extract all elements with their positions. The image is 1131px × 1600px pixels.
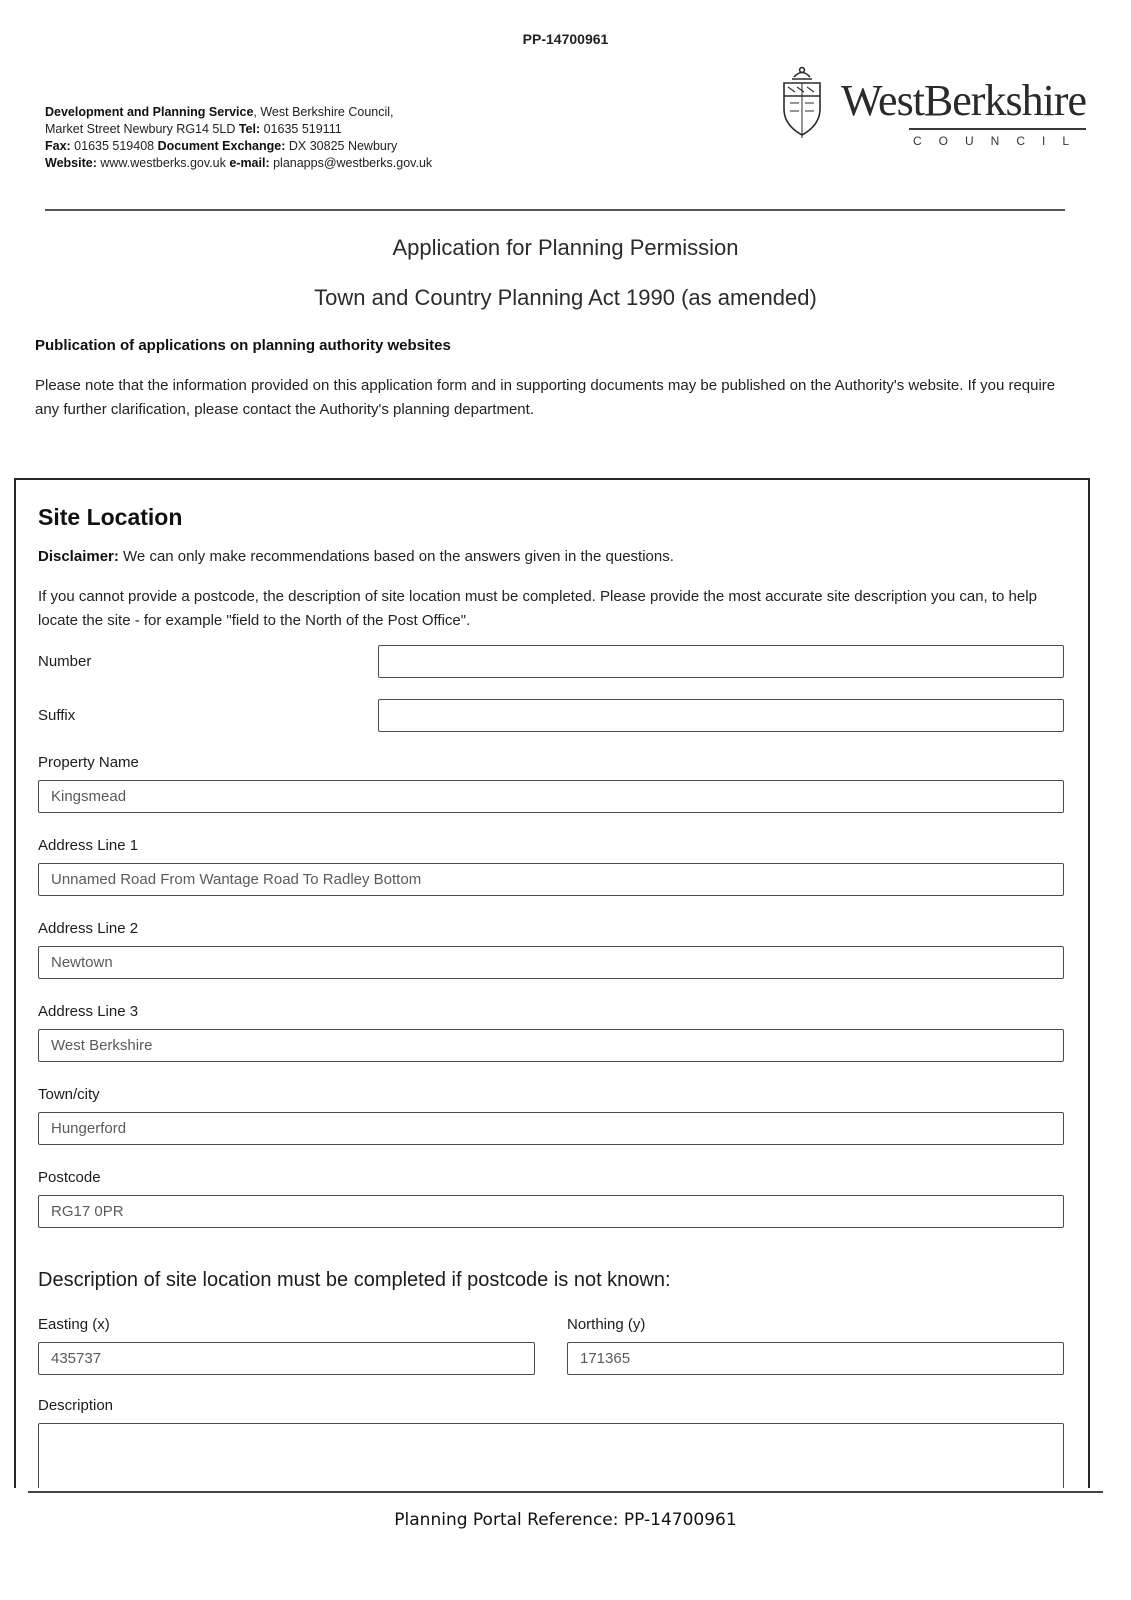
disclaimer-text: Disclaimer: We can only make recommendations based on the answers given in the questions.: [38, 548, 674, 565]
description-label: Description: [38, 1397, 114, 1414]
footer-divider: [28, 1491, 1103, 1493]
description-requirement-heading: Description of site location must be completed if postcode is not known:: [38, 1269, 671, 1291]
postcode-label: Postcode: [38, 1169, 101, 1186]
suffix-input[interactable]: [378, 699, 1064, 732]
act-subtitle: Town and Country Planning Act 1990 (as amended): [314, 285, 817, 310]
coordinates-row: [38, 1316, 1064, 1375]
header-divider: [45, 209, 1065, 211]
address-line-2-input[interactable]: [38, 946, 1064, 979]
logo-text: [841, 65, 1086, 148]
form-reference-number: PP-14700961: [522, 31, 609, 47]
northing-label: Northing (y): [567, 1316, 646, 1333]
contact-line-4: Website: www.westberks.gov.uk e-mail: planapps@westberks.gov.uk: [45, 156, 433, 170]
description-textarea[interactable]: [38, 1423, 1064, 1488]
address-line-2-field: [38, 920, 1064, 979]
easting-label: Easting (x): [38, 1316, 110, 1333]
postcode-field: [38, 1169, 1064, 1228]
authority-contact-details: [45, 65, 432, 172]
address-line-1-label: Address Line 1: [38, 837, 139, 854]
description-field: [38, 1397, 1064, 1488]
address-line-3-field: [38, 1003, 1064, 1062]
town-city-label: Town/city: [38, 1086, 100, 1103]
logo-wordmark: WestBerkshire: [841, 76, 1086, 125]
property-name-input[interactable]: [38, 780, 1064, 813]
postcode-instructions: If you cannot provide a postcode, the description of site location must be completed. Please provide the most accurate site description you can, to help locate the site - for example "field to the North of the Post Office".: [38, 588, 1037, 629]
section-title: Site Location: [38, 504, 183, 530]
address-line-3-label: Address Line 3: [38, 1003, 139, 1020]
town-city-field: [38, 1086, 1064, 1145]
publication-note: Please note that the information provided on this application form and in supporting documents may be published on the Authority's website. If you require any further clarification, please contact the Authority's planning department.: [35, 377, 1056, 418]
town-city-input[interactable]: [38, 1112, 1064, 1145]
suffix-field-row: [38, 699, 1064, 732]
publication-heading: Publication of applications on planning authority websites: [35, 337, 451, 354]
address-line-3-input[interactable]: [38, 1029, 1064, 1062]
footer-reference: Planning Portal Reference: PP-14700961: [394, 1510, 737, 1530]
contact-line-3: Fax: 01635 519408 Document Exchange: DX 30825 Newbury: [45, 139, 398, 153]
postcode-input[interactable]: [38, 1195, 1064, 1228]
contact-line-1: Development and Planning Service, West Berkshire Council,: [45, 105, 394, 119]
number-label: Number: [38, 653, 92, 670]
easting-field: [38, 1316, 535, 1375]
logo-council-text: COUNCIL: [909, 128, 1086, 148]
number-input[interactable]: [378, 645, 1064, 678]
property-name-field: [38, 754, 1064, 813]
address-line-1-input[interactable]: [38, 863, 1064, 896]
suffix-label: Suffix: [38, 707, 76, 724]
northing-input[interactable]: [567, 1342, 1064, 1375]
northing-field: [567, 1316, 1064, 1375]
site-location-section: [14, 478, 1090, 1488]
contact-line-2: Market Street Newbury RG14 5LD Tel: 01635 519111: [45, 122, 342, 136]
council-crest-icon: [775, 65, 829, 141]
page-header: [45, 65, 1086, 172]
address-line-1-field: [38, 837, 1064, 896]
application-title: Application for Planning Permission: [392, 235, 739, 260]
property-name-label: Property Name: [38, 754, 139, 771]
easting-input[interactable]: [38, 1342, 535, 1375]
number-field-row: [38, 645, 1064, 678]
west-berkshire-logo: [775, 65, 1086, 148]
address-line-2-label: Address Line 2: [38, 920, 139, 937]
